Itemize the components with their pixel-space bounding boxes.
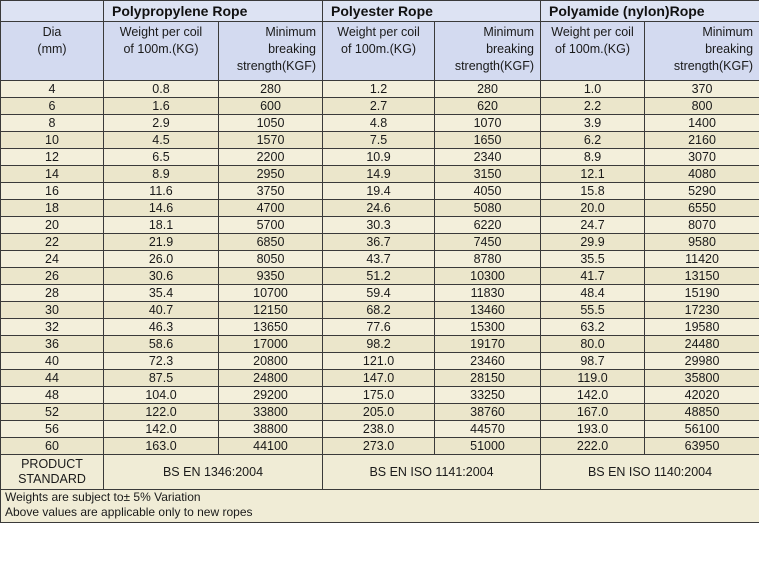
pp-strength-cell: 2950 bbox=[219, 166, 323, 183]
table-row bbox=[1, 319, 759, 336]
pa-strength-cell: 42020 bbox=[645, 387, 759, 404]
weight-header-unit: of 100m.(KG) bbox=[341, 42, 417, 56]
strength-header-unit: strength(KGF) bbox=[673, 59, 754, 73]
pp-strength-cell: 12150 bbox=[219, 302, 323, 319]
pp-strength-cell: 3750 bbox=[219, 183, 323, 200]
pp-strength-cell: 24800 bbox=[219, 370, 323, 387]
pa-strength-cell: 48850 bbox=[645, 404, 759, 421]
pp-strength-cell: 2200 bbox=[219, 149, 323, 166]
pe-strength-cell: 1650 bbox=[435, 132, 541, 149]
pa-strength-cell: 3070 bbox=[645, 149, 759, 166]
table-row bbox=[1, 336, 759, 353]
pp-weight-cell: 142.0 bbox=[104, 421, 219, 438]
pp-weight-header bbox=[104, 22, 219, 81]
table-row bbox=[1, 166, 759, 183]
dia-header-unit: (mm) bbox=[37, 42, 67, 56]
dia-cell: 26 bbox=[1, 268, 104, 285]
pe-strength-cell: 4050 bbox=[435, 183, 541, 200]
pa-strength-cell: 800 bbox=[645, 98, 759, 115]
pe-strength-cell: 280 bbox=[435, 81, 541, 98]
strength-header-line: Minimum bbox=[265, 25, 317, 39]
pa-strength-cell: 35800 bbox=[645, 370, 759, 387]
pa-weight-cell: 167.0 bbox=[541, 404, 645, 421]
pp-weight-cell: 26.0 bbox=[104, 251, 219, 268]
pa-weight-cell: 142.0 bbox=[541, 387, 645, 404]
strength-header-line: breaking bbox=[705, 42, 754, 56]
pp-weight-cell: 58.6 bbox=[104, 336, 219, 353]
pa-weight-cell: 24.7 bbox=[541, 217, 645, 234]
pp-strength-cell: 33800 bbox=[219, 404, 323, 421]
pe-weight-cell: 205.0 bbox=[323, 404, 435, 421]
weight-header-line: Weight per coil bbox=[119, 25, 203, 39]
pp-strength-cell: 8050 bbox=[219, 251, 323, 268]
dia-column-header bbox=[1, 22, 104, 81]
pa-strength-cell: 15190 bbox=[645, 285, 759, 302]
pp-strength-cell: 4700 bbox=[219, 200, 323, 217]
product-standard-row bbox=[1, 455, 759, 490]
polypropylene-group-title: Polypropylene Rope bbox=[104, 1, 323, 22]
strength-header-unit: strength(KGF) bbox=[454, 59, 535, 73]
pp-weight-cell: 72.3 bbox=[104, 353, 219, 370]
pe-strength-cell: 28150 bbox=[435, 370, 541, 387]
pp-weight-cell: 87.5 bbox=[104, 370, 219, 387]
polyester-standard: BS EN ISO 1141:2004 bbox=[323, 455, 541, 490]
pe-weight-cell: 77.6 bbox=[323, 319, 435, 336]
polyamide-group-title: Polyamide (nylon)Rope bbox=[541, 1, 759, 22]
notes-cell bbox=[1, 490, 759, 523]
pe-strength-cell: 8780 bbox=[435, 251, 541, 268]
pp-strength-cell: 6850 bbox=[219, 234, 323, 251]
pp-weight-cell: 40.7 bbox=[104, 302, 219, 319]
pe-weight-cell: 68.2 bbox=[323, 302, 435, 319]
pp-weight-cell: 8.9 bbox=[104, 166, 219, 183]
pp-strength-cell: 1050 bbox=[219, 115, 323, 132]
table-row bbox=[1, 200, 759, 217]
pa-weight-cell: 29.9 bbox=[541, 234, 645, 251]
pe-weight-cell: 147.0 bbox=[323, 370, 435, 387]
pa-weight-cell: 55.5 bbox=[541, 302, 645, 319]
pa-strength-cell: 13150 bbox=[645, 268, 759, 285]
polypropylene-standard: BS EN 1346:2004 bbox=[104, 455, 323, 490]
new-ropes-note: Above values are applicable only to new ropes bbox=[5, 505, 253, 519]
pp-weight-cell: 4.5 bbox=[104, 132, 219, 149]
table-row bbox=[1, 251, 759, 268]
dia-cell: 52 bbox=[1, 404, 104, 421]
pp-weight-cell: 35.4 bbox=[104, 285, 219, 302]
pp-weight-cell: 46.3 bbox=[104, 319, 219, 336]
pe-strength-cell: 51000 bbox=[435, 438, 541, 455]
pe-strength-cell: 2340 bbox=[435, 149, 541, 166]
table-row bbox=[1, 421, 759, 438]
pp-weight-cell: 11.6 bbox=[104, 183, 219, 200]
pp-strength-cell: 44100 bbox=[219, 438, 323, 455]
pe-weight-cell: 51.2 bbox=[323, 268, 435, 285]
pe-weight-cell: 43.7 bbox=[323, 251, 435, 268]
pe-strength-cell: 15300 bbox=[435, 319, 541, 336]
pa-weight-cell: 193.0 bbox=[541, 421, 645, 438]
pa-strength-cell: 19580 bbox=[645, 319, 759, 336]
table-row bbox=[1, 285, 759, 302]
pe-strength-cell: 1070 bbox=[435, 115, 541, 132]
pa-strength-cell: 29980 bbox=[645, 353, 759, 370]
table-row bbox=[1, 132, 759, 149]
standard-label-line: PRODUCT bbox=[21, 457, 83, 471]
standard-label-line: STANDARD bbox=[18, 472, 86, 486]
pe-strength-cell: 23460 bbox=[435, 353, 541, 370]
pe-strength-header bbox=[435, 22, 541, 81]
pe-weight-header bbox=[323, 22, 435, 81]
pe-strength-cell: 13460 bbox=[435, 302, 541, 319]
pp-strength-cell: 280 bbox=[219, 81, 323, 98]
strength-header-unit: strength(KGF) bbox=[236, 59, 317, 73]
pe-strength-cell: 11830 bbox=[435, 285, 541, 302]
pe-weight-cell: 175.0 bbox=[323, 387, 435, 404]
pe-weight-cell: 36.7 bbox=[323, 234, 435, 251]
pe-strength-cell: 33250 bbox=[435, 387, 541, 404]
dia-cell: 30 bbox=[1, 302, 104, 319]
pa-weight-cell: 12.1 bbox=[541, 166, 645, 183]
pp-strength-cell: 17000 bbox=[219, 336, 323, 353]
pp-strength-cell: 20800 bbox=[219, 353, 323, 370]
pp-weight-cell: 21.9 bbox=[104, 234, 219, 251]
pe-strength-cell: 5080 bbox=[435, 200, 541, 217]
pe-weight-cell: 121.0 bbox=[323, 353, 435, 370]
pa-strength-cell: 1400 bbox=[645, 115, 759, 132]
pa-strength-cell: 17230 bbox=[645, 302, 759, 319]
pe-weight-cell: 14.9 bbox=[323, 166, 435, 183]
pe-strength-cell: 7450 bbox=[435, 234, 541, 251]
pa-weight-cell: 20.0 bbox=[541, 200, 645, 217]
dia-cell: 12 bbox=[1, 149, 104, 166]
pp-weight-cell: 104.0 bbox=[104, 387, 219, 404]
pa-strength-cell: 56100 bbox=[645, 421, 759, 438]
pa-strength-cell: 24480 bbox=[645, 336, 759, 353]
dia-cell: 22 bbox=[1, 234, 104, 251]
pa-strength-cell: 63950 bbox=[645, 438, 759, 455]
dia-cell: 60 bbox=[1, 438, 104, 455]
weight-header-unit: of 100m.(KG) bbox=[123, 42, 199, 56]
strength-header-line: Minimum bbox=[702, 25, 754, 39]
pp-strength-cell: 5700 bbox=[219, 217, 323, 234]
pp-weight-cell: 18.1 bbox=[104, 217, 219, 234]
pa-strength-cell: 11420 bbox=[645, 251, 759, 268]
pe-strength-cell: 3150 bbox=[435, 166, 541, 183]
table-row bbox=[1, 353, 759, 370]
dia-cell: 20 bbox=[1, 217, 104, 234]
table-row bbox=[1, 234, 759, 251]
pa-weight-cell: 119.0 bbox=[541, 370, 645, 387]
dia-cell: 48 bbox=[1, 387, 104, 404]
pp-weight-cell: 1.6 bbox=[104, 98, 219, 115]
pe-strength-cell: 19170 bbox=[435, 336, 541, 353]
pp-strength-cell: 1570 bbox=[219, 132, 323, 149]
pe-weight-cell: 7.5 bbox=[323, 132, 435, 149]
pe-weight-cell: 1.2 bbox=[323, 81, 435, 98]
weight-header-line: Weight per coil bbox=[551, 25, 634, 39]
group-title-row bbox=[1, 1, 759, 22]
pp-weight-cell: 122.0 bbox=[104, 404, 219, 421]
rope-data-body bbox=[1, 81, 759, 455]
dia-cell: 28 bbox=[1, 285, 104, 302]
pe-weight-cell: 24.6 bbox=[323, 200, 435, 217]
dia-cell: 6 bbox=[1, 98, 104, 115]
pa-weight-header bbox=[541, 22, 645, 81]
polyamide-standard: BS EN ISO 1140:2004 bbox=[541, 455, 759, 490]
pe-weight-cell: 10.9 bbox=[323, 149, 435, 166]
pp-strength-cell: 600 bbox=[219, 98, 323, 115]
pa-strength-cell: 370 bbox=[645, 81, 759, 98]
pe-weight-cell: 273.0 bbox=[323, 438, 435, 455]
product-standard-label bbox=[1, 455, 104, 490]
column-header-row bbox=[1, 22, 759, 81]
table-row bbox=[1, 81, 759, 98]
pp-strength-cell: 9350 bbox=[219, 268, 323, 285]
table-row bbox=[1, 302, 759, 319]
pe-weight-cell: 4.8 bbox=[323, 115, 435, 132]
dia-cell: 32 bbox=[1, 319, 104, 336]
pa-strength-cell: 5290 bbox=[645, 183, 759, 200]
pp-weight-cell: 2.9 bbox=[104, 115, 219, 132]
pa-weight-cell: 6.2 bbox=[541, 132, 645, 149]
table-row bbox=[1, 183, 759, 200]
table-row bbox=[1, 115, 759, 132]
strength-header-line: breaking bbox=[486, 42, 535, 56]
dia-cell: 24 bbox=[1, 251, 104, 268]
pe-weight-cell: 30.3 bbox=[323, 217, 435, 234]
pe-weight-cell: 59.4 bbox=[323, 285, 435, 302]
pa-strength-header bbox=[645, 22, 759, 81]
pe-weight-cell: 19.4 bbox=[323, 183, 435, 200]
table-row bbox=[1, 404, 759, 421]
pp-strength-cell: 29200 bbox=[219, 387, 323, 404]
weight-header-unit: of 100m.(KG) bbox=[555, 42, 631, 56]
table-row bbox=[1, 438, 759, 455]
pa-strength-cell: 2160 bbox=[645, 132, 759, 149]
dia-cell: 16 bbox=[1, 183, 104, 200]
dia-cell: 8 bbox=[1, 115, 104, 132]
table-row bbox=[1, 217, 759, 234]
pe-weight-cell: 238.0 bbox=[323, 421, 435, 438]
dia-cell: 56 bbox=[1, 421, 104, 438]
pa-weight-cell: 98.7 bbox=[541, 353, 645, 370]
pp-weight-cell: 163.0 bbox=[104, 438, 219, 455]
table-row bbox=[1, 149, 759, 166]
pa-weight-cell: 80.0 bbox=[541, 336, 645, 353]
notes-row bbox=[1, 490, 759, 523]
pa-strength-cell: 9580 bbox=[645, 234, 759, 251]
pp-weight-cell: 6.5 bbox=[104, 149, 219, 166]
dia-cell: 4 bbox=[1, 81, 104, 98]
pa-weight-cell: 35.5 bbox=[541, 251, 645, 268]
weight-header-line: Weight per coil bbox=[337, 25, 420, 39]
pp-strength-cell: 38800 bbox=[219, 421, 323, 438]
strength-header-line: breaking bbox=[268, 42, 317, 56]
pa-weight-cell: 63.2 bbox=[541, 319, 645, 336]
weight-variation-note: Weights are subject to± 5% Variation bbox=[5, 490, 201, 504]
pa-weight-cell: 48.4 bbox=[541, 285, 645, 302]
pp-weight-cell: 14.6 bbox=[104, 200, 219, 217]
pe-weight-cell: 2.7 bbox=[323, 98, 435, 115]
pp-strength-header bbox=[219, 22, 323, 81]
pa-weight-cell: 41.7 bbox=[541, 268, 645, 285]
pa-strength-cell: 8070 bbox=[645, 217, 759, 234]
polyester-group-title: Polyester Rope bbox=[323, 1, 541, 22]
pa-weight-cell: 3.9 bbox=[541, 115, 645, 132]
pp-weight-cell: 0.8 bbox=[104, 81, 219, 98]
dia-cell: 18 bbox=[1, 200, 104, 217]
dia-title-cell bbox=[1, 1, 104, 22]
pa-weight-cell: 15.8 bbox=[541, 183, 645, 200]
pa-strength-cell: 6550 bbox=[645, 200, 759, 217]
dia-cell: 44 bbox=[1, 370, 104, 387]
dia-cell: 40 bbox=[1, 353, 104, 370]
dia-header-line: Dia bbox=[42, 25, 62, 39]
pe-strength-cell: 10300 bbox=[435, 268, 541, 285]
table-row bbox=[1, 370, 759, 387]
pe-strength-cell: 38760 bbox=[435, 404, 541, 421]
pe-strength-cell: 620 bbox=[435, 98, 541, 115]
strength-header-line: Minimum bbox=[483, 25, 535, 39]
pa-weight-cell: 1.0 bbox=[541, 81, 645, 98]
pe-weight-cell: 98.2 bbox=[323, 336, 435, 353]
pp-strength-cell: 10700 bbox=[219, 285, 323, 302]
pa-weight-cell: 222.0 bbox=[541, 438, 645, 455]
table-row bbox=[1, 268, 759, 285]
dia-cell: 14 bbox=[1, 166, 104, 183]
pa-strength-cell: 4080 bbox=[645, 166, 759, 183]
pe-strength-cell: 44570 bbox=[435, 421, 541, 438]
pp-weight-cell: 30.6 bbox=[104, 268, 219, 285]
pa-weight-cell: 2.2 bbox=[541, 98, 645, 115]
pa-weight-cell: 8.9 bbox=[541, 149, 645, 166]
dia-cell: 10 bbox=[1, 132, 104, 149]
table-row bbox=[1, 98, 759, 115]
table-row bbox=[1, 387, 759, 404]
dia-cell: 36 bbox=[1, 336, 104, 353]
pp-strength-cell: 13650 bbox=[219, 319, 323, 336]
pe-strength-cell: 6220 bbox=[435, 217, 541, 234]
